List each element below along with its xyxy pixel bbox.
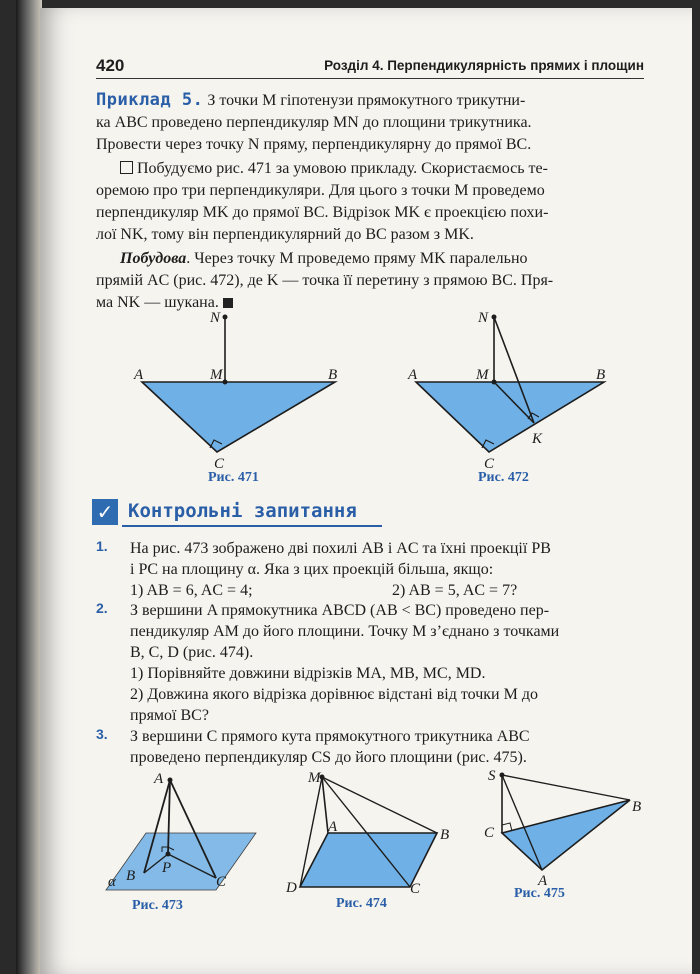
question-sub: 1) Порівняйте довжини відрізків MA, MB, MC, MD. — [130, 665, 486, 682]
figure-471 — [130, 305, 350, 470]
triangle-abc — [416, 382, 604, 452]
question-2 — [96, 600, 644, 726]
label-a: A — [328, 819, 338, 835]
label-b: B — [440, 827, 450, 843]
label-m: M — [308, 770, 321, 786]
point-p — [166, 852, 171, 857]
solution-block — [96, 158, 644, 246]
label-a: A — [408, 367, 418, 383]
label-c: C — [484, 825, 495, 841]
label-n: N — [478, 310, 489, 326]
example-line: З точки M гіпотенузи прямокутного трикутни- — [207, 92, 526, 109]
heading-underline — [122, 525, 382, 527]
caption-fig-473: Рис. 473 — [132, 898, 183, 913]
caption-fig-475: Рис. 475 — [514, 886, 565, 901]
label-s: S — [488, 768, 496, 784]
label-n: N — [210, 310, 221, 326]
label-p: P — [162, 860, 172, 876]
label-m: M — [210, 367, 223, 383]
point-a — [168, 778, 173, 783]
solution-line: лої NK, тому він перпендикулярний до BC разом з MK. — [96, 226, 474, 243]
point-n — [492, 315, 497, 320]
solution-start-icon — [120, 161, 133, 174]
page-number: 420 — [96, 56, 125, 75]
question-line: B, C, D (рис. 474). — [130, 644, 254, 661]
question-number: 1. — [96, 538, 108, 554]
right-angle-mark — [502, 823, 512, 831]
question-number: 3. — [96, 726, 108, 742]
label-a: A — [134, 367, 144, 383]
question-line: проведено перпендикуляр CS до його площини (рис. 475). — [130, 749, 527, 766]
label-b: B — [632, 799, 642, 815]
point-n — [223, 315, 228, 320]
construction-line: прямій AC (рис. 472), де K — точка її перетину з прямою BC. Пря- — [96, 272, 554, 289]
label-b: B — [328, 367, 338, 383]
label-m: M — [476, 367, 489, 383]
solution-line: перпендикуляр MK до прямої BC. Відрізок MK є проекцією похи- — [96, 204, 549, 221]
rectangle-abcd — [300, 833, 437, 887]
book-spine-edge — [16, 0, 42, 974]
label-c: C — [410, 881, 421, 895]
question-line: З вершини A прямокутника ABCD (AB < BC) проведено пер- — [130, 602, 550, 619]
question-sub: 2) Довжина якого відрізка дорівнює відстані від точки M до — [130, 686, 538, 703]
segment-sa — [502, 775, 542, 870]
label-c: C — [214, 456, 225, 470]
solution-line: Побудуємо рис. 471 за умовою прикладу. Скористаємось те- — [137, 160, 548, 177]
point-m — [492, 380, 497, 385]
label-a: A — [154, 771, 164, 787]
point-s — [500, 773, 505, 778]
triangle-abc — [142, 382, 335, 452]
label-k: K — [532, 431, 543, 447]
question-line: і PC на площину α. Яка з цих проекцій більша, якщо: — [130, 561, 494, 578]
label-b: B — [126, 868, 136, 884]
figure-473 — [96, 768, 261, 896]
example-label: Приклад 5. — [96, 90, 204, 110]
control-questions-title: Контрольні запитання — [128, 500, 357, 522]
question-line: На рис. 473 зображено дві похилі AB і AC та їхні проекції PB — [130, 540, 551, 557]
triangle-abc — [502, 800, 630, 870]
caption-fig-471: Рис. 471 — [208, 470, 259, 485]
caption-fig-472: Рис. 472 — [478, 470, 529, 485]
figure-474 — [282, 765, 462, 895]
label-a: A — [538, 873, 548, 889]
figure-475 — [480, 765, 650, 890]
example-line: Провести через точку N пряму, перпендикулярну до прямої BC. — [96, 136, 532, 153]
control-questions-heading — [92, 497, 382, 527]
construction-line: ма NK — шукана. — [96, 294, 219, 311]
label-d: D — [286, 880, 297, 895]
segment-mb — [322, 777, 437, 833]
solution-line: оремою про три перпендикуляри. Для цього з точки M проведемо — [96, 182, 545, 199]
section-title: Розділ 4. Перпендикулярність прямих і площин — [324, 58, 644, 73]
question-sub: прямої BC? — [130, 707, 209, 724]
label-b: B — [596, 367, 606, 383]
label-c: C — [216, 874, 227, 890]
question-number: 2. — [96, 600, 108, 616]
example-block — [96, 90, 644, 156]
example-line: ка ABC проведено перпендикуляр MN до площини трикутника. — [96, 114, 532, 131]
question-1 — [96, 538, 644, 601]
question-line: З вершини C прямого кута прямокутного трикутника ABC — [130, 728, 530, 745]
caption-fig-474: Рис. 474 — [336, 896, 387, 911]
label-alpha: α — [108, 874, 116, 890]
label-c: C — [484, 456, 495, 470]
figure-472 — [404, 305, 619, 470]
point-m — [223, 380, 228, 385]
checkmark-icon: ✓ — [92, 499, 118, 525]
construction-label: Побудова — [120, 250, 187, 267]
construction-line: . Через точку M проведемо пряму MK паралельно — [186, 250, 528, 267]
question-line: пендикуляр AM до його площини. Точку M з’єднано з точками — [130, 623, 560, 640]
question-option: 2) AB = 5, AC = 7? — [392, 582, 518, 599]
segment-sb — [502, 775, 630, 800]
question-3 — [96, 726, 644, 768]
page-header — [96, 56, 644, 79]
question-option: 1) AB = 6, AC = 4; — [130, 582, 253, 599]
